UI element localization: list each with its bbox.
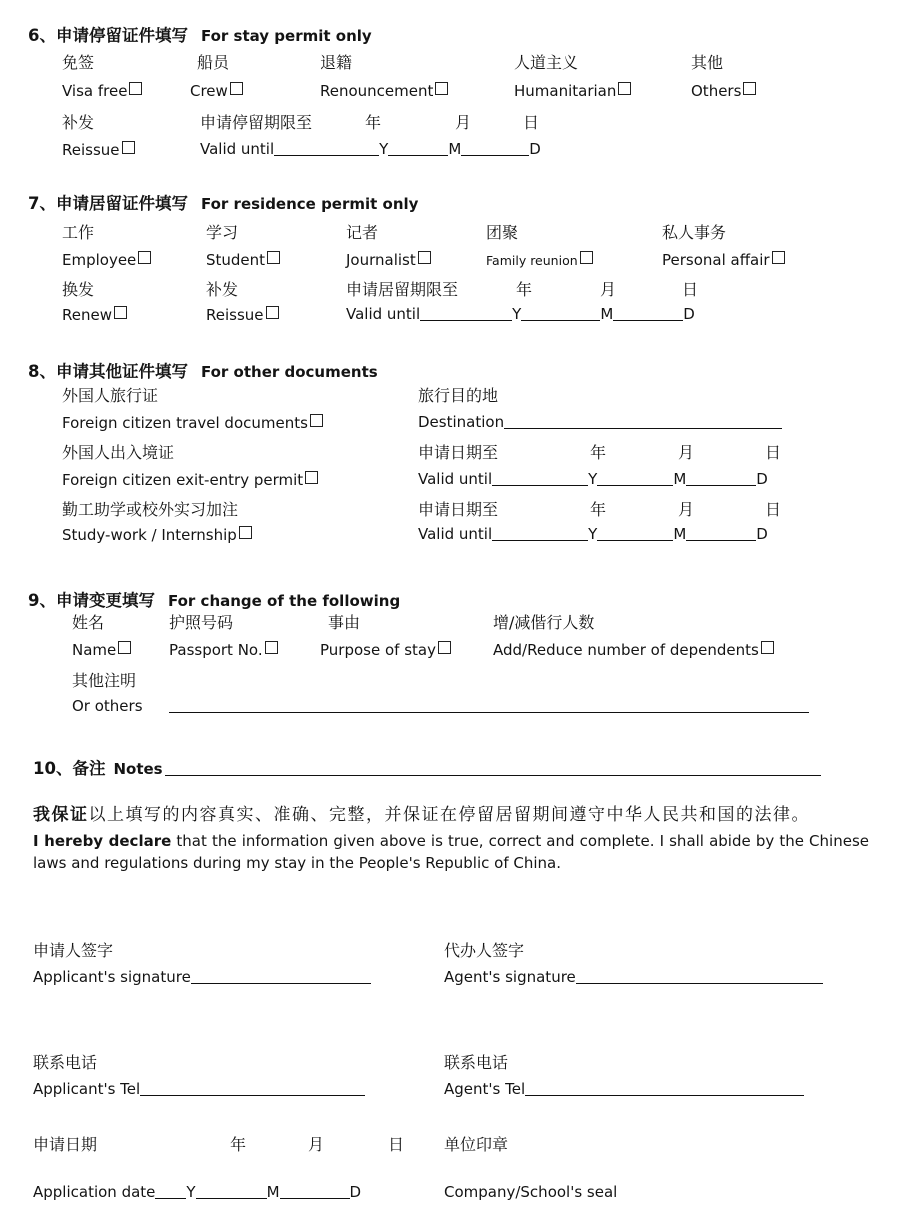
seal-label-en: Company/School's seal	[444, 1183, 618, 1201]
crew-option	[190, 81, 243, 100]
application-date-row	[33, 1183, 361, 1201]
exit-entry-option	[62, 470, 318, 489]
month-label-zh: 月	[455, 113, 472, 132]
family-reunion-label-en: Family reunion	[486, 253, 578, 268]
name-change-label-zh: 姓名	[72, 613, 105, 632]
destination-row	[418, 413, 782, 431]
family-reunion-option	[486, 250, 593, 269]
day-label-zh: 日	[523, 113, 540, 132]
study-work-checkbox[interactable]	[239, 526, 252, 539]
agent-tel-label-zh: 联系电话	[444, 1053, 509, 1072]
application-date-day-field[interactable]	[280, 1185, 350, 1199]
year-label-zh: 年	[590, 443, 607, 462]
notes-label-en: Notes	[113, 760, 163, 778]
application-date-month-field[interactable]	[196, 1185, 267, 1199]
section9-number: 9、	[28, 591, 56, 610]
residence-month-field[interactable]	[521, 307, 600, 321]
reissue-residence-option	[206, 305, 279, 324]
year-label-zh: 年	[590, 500, 607, 519]
residence-valid-until-label-en: Valid until	[346, 305, 421, 323]
study-work-label-en: Study-work / Internship	[62, 526, 237, 544]
section9-title-zh: 申请变更填写	[55, 591, 155, 610]
applicant-tel-row	[33, 1080, 365, 1098]
agent-tel-row	[444, 1080, 804, 1098]
day-label-zh: 日	[682, 280, 699, 299]
declaration-en-lead: I hereby declare	[33, 832, 172, 850]
application-date-year-field[interactable]	[155, 1185, 186, 1199]
renew-label-en: Renew	[62, 306, 112, 324]
study-work-valid-until-row	[418, 525, 768, 543]
reissue-stay-label-en: Reissue	[62, 141, 120, 159]
reissue-residence-label-en: Reissue	[206, 306, 264, 324]
student-option	[206, 250, 280, 269]
exit-entry-month-field[interactable]	[597, 472, 673, 486]
residence-day-field[interactable]	[613, 307, 683, 321]
passport-no-label-zh: 护照号码	[169, 613, 234, 632]
destination-label-en: Destination	[418, 413, 505, 431]
purpose-label-en: Purpose of stay	[320, 641, 436, 659]
renouncement-checkbox[interactable]	[435, 82, 448, 95]
section10-notes-row	[33, 755, 821, 779]
month-label-zh: 月	[600, 280, 617, 299]
reissue-residence-checkbox[interactable]	[266, 306, 279, 319]
applicant-tel-label-en: Applicant's Tel	[33, 1080, 141, 1098]
study-work-date-label-zh: 申请日期至	[418, 500, 499, 519]
reissue-residence-label-zh: 补发	[206, 280, 239, 299]
stay-month-field[interactable]	[388, 142, 448, 156]
applicant-signature-field[interactable]	[191, 970, 371, 984]
visa-free-option	[62, 81, 142, 100]
travel-documents-checkbox[interactable]	[310, 414, 323, 427]
year-letter: Y	[588, 470, 598, 488]
month-letter: M	[673, 525, 687, 543]
section9-header	[28, 587, 400, 611]
name-change-label-en: Name	[72, 641, 117, 659]
study-work-valid-until-label-en: Valid until	[418, 525, 493, 543]
applicant-signature-row	[33, 968, 371, 986]
renew-label-zh: 换发	[62, 280, 95, 299]
dependents-label-en: Add/Reduce number of dependents	[493, 641, 759, 659]
employee-label-en: Employee	[62, 251, 137, 269]
travel-document-option	[62, 413, 323, 432]
exit-entry-permit-checkbox[interactable]	[305, 471, 318, 484]
exit-entry-date-label-zh: 申请日期至	[418, 443, 499, 462]
month-letter: M	[266, 1183, 280, 1201]
others-checkbox[interactable]	[743, 82, 756, 95]
section8-header	[28, 358, 378, 382]
section6-title-en: For stay permit only	[200, 27, 372, 45]
travel-document-label-en: Foreign citizen travel documents	[62, 414, 308, 432]
crew-label-zh: 船员	[197, 53, 230, 72]
employee-label-zh: 工作	[62, 223, 95, 242]
passport-no-label-en: Passport No.	[169, 641, 263, 659]
day-letter: D	[349, 1183, 362, 1201]
or-others-row	[72, 697, 809, 715]
employee-checkbox[interactable]	[138, 251, 151, 264]
name-change-option	[72, 640, 131, 659]
renew-option	[62, 305, 127, 324]
renouncement-label-zh: 退籍	[320, 53, 353, 72]
journalist-label-zh: 记者	[346, 223, 379, 242]
section9-title-en: For change of the following	[167, 592, 401, 610]
day-letter: D	[756, 470, 768, 488]
application-date-label-en: Application date	[33, 1183, 156, 1201]
student-label-zh: 学习	[206, 223, 239, 242]
section7-number: 7、	[28, 194, 56, 213]
agent-tel-field[interactable]	[525, 1082, 804, 1096]
residence-valid-until-label-zh: 申请居留期限至	[346, 280, 459, 299]
section8-number: 8、	[28, 362, 56, 381]
section7-header	[28, 190, 418, 214]
year-letter: Y	[512, 305, 522, 323]
stay-valid-until-label-zh: 申请停留期限至	[200, 113, 313, 132]
month-label-zh: 月	[308, 1135, 325, 1154]
section8-title-en: For other documents	[200, 363, 378, 381]
day-letter: D	[683, 305, 695, 323]
section8-title-zh: 申请其他证件填写	[55, 362, 188, 381]
dependents-label-zh: 增/减偕行人数	[493, 613, 595, 632]
study-work-label-zh: 勤工助学或校外实习加注	[62, 500, 239, 519]
section7-title-zh: 申请居留证件填写	[55, 194, 188, 213]
visa-free-label-zh: 免签	[62, 53, 95, 72]
others-label-en: Others	[691, 82, 742, 100]
others-option	[691, 81, 756, 100]
declaration-zh	[33, 800, 810, 825]
personal-affair-label-zh: 私人事务	[662, 223, 727, 242]
personal-affair-option	[662, 250, 785, 269]
month-letter: M	[673, 470, 687, 488]
study-work-day-field[interactable]	[686, 527, 756, 541]
study-work-month-field[interactable]	[597, 527, 673, 541]
purpose-option	[320, 640, 451, 659]
declaration-en	[33, 830, 869, 874]
destination-label-zh: 旅行目的地	[418, 386, 499, 405]
month-label-zh: 月	[678, 443, 695, 462]
section7-title-en: For residence permit only	[200, 195, 419, 213]
month-letter: M	[600, 305, 614, 323]
exit-entry-day-field[interactable]	[686, 472, 756, 486]
declaration-en-text: that the information given above is true, correct and complete. I shall abide by the Chinese laws and regulations during my stay in the People's Republic of China.	[33, 832, 869, 872]
applicant-signature-label-en: Applicant's signature	[33, 968, 191, 986]
renouncement-label-en: Renouncement	[320, 82, 434, 100]
month-label-zh: 月	[678, 500, 695, 519]
crew-label-en: Crew	[190, 82, 228, 100]
section6-number: 6、	[28, 26, 56, 45]
stay-valid-until-label-en: Valid until	[200, 140, 275, 158]
journalist-option	[346, 250, 431, 269]
passport-no-option	[169, 640, 278, 659]
notes-field[interactable]	[165, 762, 821, 776]
exit-entry-label-zh: 外国人出入境证	[62, 443, 175, 462]
reissue-stay-label-zh: 补发	[62, 113, 95, 132]
reissue-stay-checkbox[interactable]	[122, 141, 135, 154]
dependents-change-checkbox[interactable]	[761, 641, 774, 654]
passport-no-change-checkbox[interactable]	[265, 641, 278, 654]
applicant-tel-field[interactable]	[140, 1082, 365, 1096]
day-label-zh: 日	[388, 1135, 405, 1154]
application-date-label-zh: 申请日期	[33, 1135, 98, 1154]
stay-day-field[interactable]	[461, 142, 529, 156]
stay-valid-until-row	[200, 140, 541, 158]
humanitarian-checkbox[interactable]	[618, 82, 631, 95]
agent-signature-label-en: Agent's signature	[444, 968, 576, 986]
or-others-field[interactable]	[169, 699, 809, 713]
humanitarian-option	[514, 81, 631, 100]
student-checkbox[interactable]	[267, 251, 280, 264]
personal-affair-label-en: Personal affair	[662, 251, 770, 269]
month-letter: M	[448, 140, 462, 158]
stay-year-field[interactable]	[274, 142, 379, 156]
exit-entry-year-field[interactable]	[492, 472, 588, 486]
crew-checkbox[interactable]	[230, 82, 243, 95]
renew-checkbox[interactable]	[114, 306, 127, 319]
exit-entry-label-en: Foreign citizen exit-entry permit	[62, 471, 304, 489]
destination-field[interactable]	[504, 415, 782, 429]
applicant-signature-label-zh: 申请人签字	[33, 941, 114, 960]
travel-document-label-zh: 外国人旅行证	[62, 386, 159, 405]
renouncement-option	[320, 81, 448, 100]
exit-entry-valid-until-row	[418, 470, 768, 488]
year-label-zh: 年	[365, 113, 382, 132]
study-work-option	[62, 525, 252, 544]
day-label-zh: 日	[765, 500, 782, 519]
purpose-change-checkbox[interactable]	[438, 641, 451, 654]
residence-year-field[interactable]	[420, 307, 512, 321]
family-reunion-label-zh: 团聚	[486, 223, 519, 242]
day-label-zh: 日	[765, 443, 782, 462]
year-letter: Y	[186, 1183, 196, 1201]
exit-entry-valid-until-label-en: Valid until	[418, 470, 493, 488]
visa-free-label-en: Visa free	[62, 82, 128, 100]
family-reunion-checkbox[interactable]	[580, 251, 593, 264]
seal-label-zh: 单位印章	[444, 1135, 509, 1154]
purpose-label-zh: 事由	[328, 613, 361, 632]
dependents-option	[493, 640, 774, 659]
humanitarian-label-zh: 人道主义	[514, 53, 579, 72]
student-label-en: Student	[206, 251, 266, 269]
agent-signature-field[interactable]	[576, 970, 823, 984]
applicant-tel-label-zh: 联系电话	[33, 1053, 98, 1072]
day-letter: D	[529, 140, 541, 158]
year-label-zh: 年	[516, 280, 533, 299]
agent-signature-label-zh: 代办人签字	[444, 941, 525, 960]
agent-tel-label-en: Agent's Tel	[444, 1080, 526, 1098]
or-others-label-zh: 其他注明	[72, 671, 137, 690]
reissue-stay-option	[62, 140, 135, 159]
section6-title-zh: 申请停留证件填写	[55, 26, 188, 45]
agent-signature-row	[444, 968, 823, 986]
name-change-checkbox[interactable]	[118, 641, 131, 654]
residence-valid-until-row	[346, 305, 695, 323]
personal-affair-checkbox[interactable]	[772, 251, 785, 264]
study-work-year-field[interactable]	[492, 527, 588, 541]
employee-option	[62, 250, 151, 269]
visa-free-checkbox[interactable]	[129, 82, 142, 95]
year-letter: Y	[379, 140, 389, 158]
humanitarian-label-en: Humanitarian	[514, 82, 617, 100]
others-label-zh: 其他	[691, 53, 724, 72]
notes-label-zh: 备注	[72, 759, 106, 778]
declaration-zh-lead: 我保证	[33, 805, 89, 825]
section6-header	[28, 22, 372, 46]
year-letter: Y	[588, 525, 598, 543]
journalist-label-en: Journalist	[346, 251, 416, 269]
year-label-zh: 年	[230, 1135, 247, 1154]
or-others-label-en: Or others	[72, 697, 143, 715]
section10-number: 10、	[33, 759, 73, 778]
declaration-zh-text: 以上填写的内容真实、准确、完整，并保证在停留居留期间遵守中华人民共和国的法律。	[88, 805, 810, 825]
journalist-checkbox[interactable]	[418, 251, 431, 264]
day-letter: D	[756, 525, 768, 543]
